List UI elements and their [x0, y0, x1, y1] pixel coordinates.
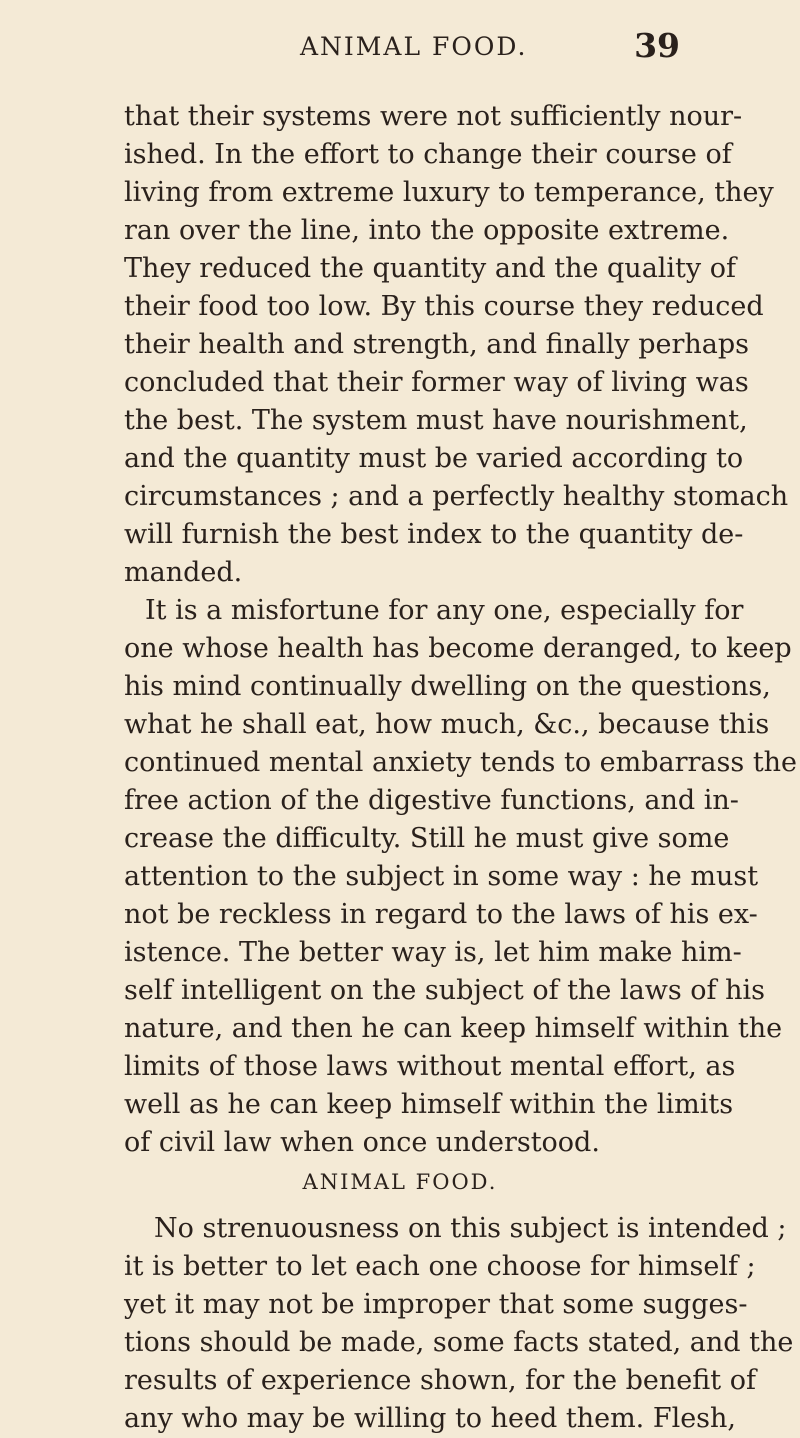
section-line: yet it may not be improper that some sugges-	[124, 1289, 748, 1320]
body-line: They reduced the quantity and the quality of	[124, 253, 736, 284]
body-line: that their systems were not sufficiently nour-	[124, 101, 743, 132]
body-line: of civil law when once understood.	[124, 1127, 600, 1158]
body-line: ran over the line, into the opposite extreme.	[124, 215, 730, 246]
page-number: 39	[634, 26, 680, 65]
running-title: ANIMAL FOOD.	[300, 32, 528, 61]
section-heading: ANIMAL FOOD.	[302, 1170, 498, 1194]
body-line: what he shall eat, how much, &c., because this	[124, 709, 770, 740]
body-line: their food too low. By this course they reduced	[124, 291, 764, 322]
running-head	[120, 26, 680, 70]
body-line: one whose health has become deranged, to keep	[124, 633, 792, 664]
section-line: tions should be made, some facts stated, and the	[124, 1327, 794, 1358]
body-line: will furnish the best index to the quantity de-	[124, 519, 744, 550]
body-line: attention to the subject in some way : he must	[124, 861, 759, 892]
body-line: the best. The system must have nourishment,	[124, 405, 748, 436]
body-line: their health and strength, and finally perhaps	[124, 329, 750, 360]
body-line: living from extreme luxury to temperance, they	[124, 177, 774, 208]
body-line: nature, and then he can keep himself within the	[124, 1013, 783, 1044]
body-line: and the quantity must be varied according to	[124, 443, 744, 474]
section-line: No strenuousness on this subject is intended ;	[154, 1213, 787, 1244]
section-line: any who may be willing to heed them. Flesh,	[124, 1403, 737, 1434]
body-line: ished. In the effort to change their course of	[124, 139, 732, 170]
body-line: circumstances ; and a perfectly healthy stomach	[124, 481, 789, 512]
body-line: free action of the digestive functions, and in-	[124, 785, 739, 816]
body-line: istence. The better way is, let him make him-	[124, 937, 742, 968]
body-line: manded.	[124, 557, 243, 588]
body-line: self intelligent on the subject of the laws of his	[124, 975, 765, 1006]
section-line: results of experience shown, for the benefit of	[124, 1365, 756, 1396]
body-line: concluded that their former way of living was	[124, 367, 749, 398]
body-line: his mind continually dwelling on the questions,	[124, 671, 771, 702]
body-line: well as he can keep himself within the limits	[124, 1089, 734, 1120]
body-line: not be reckless in regard to the laws of his ex-	[124, 899, 758, 930]
body-line: It is a misfortune for any one, especially for	[145, 595, 744, 626]
body-line: continued mental anxiety tends to embarrass the	[124, 747, 798, 778]
section-line: it is better to let each one choose for himself ;	[124, 1251, 756, 1282]
body-line: limits of those laws without mental effort, as	[124, 1051, 736, 1082]
body-line: crease the difficulty. Still he must give some	[124, 823, 730, 854]
